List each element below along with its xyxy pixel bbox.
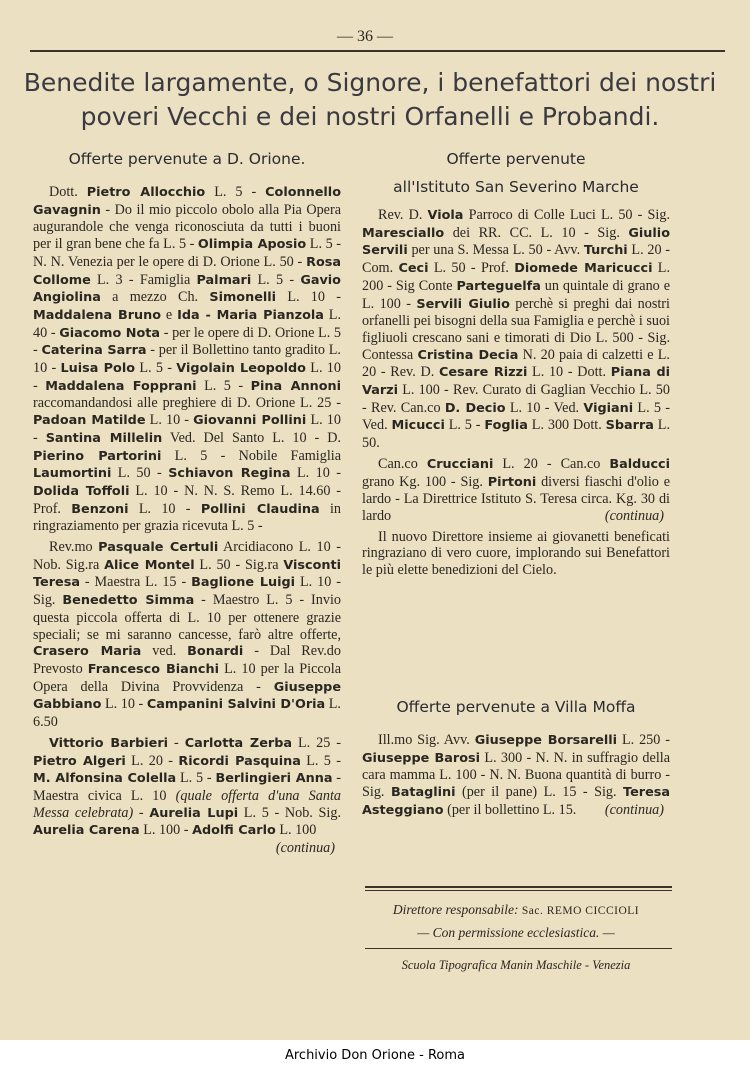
right-section-title-line1: Offerte pervenute (446, 150, 586, 168)
colophon-top-rule-thin (365, 890, 672, 891)
colophon-tipografia: Scuola Tipografica Manin Maschile - Venezia (401, 958, 631, 972)
villa-column-text: Ill.mo Sig. Avv. Giuseppe Borsarelli L. 250 - Giuseppe Barosi L. 300 - N. N. in suffragio della cara mamma L. 100 - N. N. Buona quantità di burro - Sig. Bataglini (per il pane) L. 15 - Sig. Teresa Asteggiano (per il bollettino L. 15. (continua) (362, 732, 670, 818)
direttore-label: Direttore responsabile: (392, 902, 519, 917)
archive-footer: Archivio Don Orione - Roma (0, 1040, 750, 1071)
direttore-name: Sac. REMO CICCIOLI (521, 905, 640, 917)
continua-note: (continua) (604, 801, 664, 818)
page-headline: Benedite largamente, o Signore, i benefattori dei nostri poveri Vecchi e dei nostri Orfanelli e Probandi. (23, 68, 717, 131)
left-section-title: Offerte pervenute a D. Orione. (68, 150, 306, 168)
continua-note: (continua) (275, 840, 335, 857)
right-column-text: Rev. D. Viola Parroco di Colle Luci L. 50 - Sig. Maresciallo dei RR. CC. L. 10 - Sig. Giulio Servili per una S. Messa L. 50 - Avv. Turchi L. 20 - Com. Ceci L. 50 - Prof. Diomede Maricucci L. 200 - Sig Conte Parteguelfa un quintale di grano e L. 100 - Servili Giulio perchè si preghi dai nostri orfanelli pei bisogni della sua Famiglia e perchè i suoi figliuoli crescano sani e timorati di Dio L. 500 - Sig. Contessa Cristina Decia N. 20 paia di calzetti e L. 20 - Rev. D. Cesare Rizzi L. 10 - Dott. Piana di Varzi L. 100 - Rev. Curato di Gaglian Vecchio L. 50 - Rev. Can.co D. Decio L. 10 - Ved. Vigiani L. 5 - Ved. Micucci L. 5 - Foglia L. 300 Dott. Sbarra L. 50. Can.co Crucciani L. 20 - Can.co Balducci grano Kg. 100 - Sig. Pirtoni diversi fiaschi d'olio e lardo - La Direttrice Istituto S. Teresa circa. Kg. 30 di lardo (continua) Il nuovo Direttore insieme ai giovanetti beneficati ringraziano di vero cuore, implorando sui Benefattori le più elette benedizioni del Cielo. (362, 207, 671, 579)
colophon-top-rule (365, 886, 672, 888)
villa-section-title: Offerte pervenute a Villa Moffa (396, 698, 636, 716)
continua-note: (continua) (604, 507, 664, 524)
page-number: — 36 — (337, 28, 393, 45)
colophon-permesso: — Con permissione ecclesiastica. — (417, 925, 615, 940)
colophon-direttore (362, 902, 670, 918)
colophon-middle-rule (365, 948, 672, 949)
right-section-title-line2: all'Istituto San Severino Marche (393, 178, 639, 196)
top-rule (30, 50, 725, 52)
left-column-text: Dott. Pietro Allocchio L. 5 - Colonnello Gavagnin - Do il mio piccolo obolo alla Pia Opera augurandole che venga riconosciuta da tutti i buoni per il gran bene che fa L. 5 - Olimpia Aposio L. 5 - N. N. Venezia per le opere di D. Orione L. 50 - Rosa Collome L. 3 - Famiglia Palmari L. 5 - Gavio Angiolina a mezzo Ch. Simonelli L. 10 - Maddalena Bruno e Ida - Maria Pianzola L. 40 - Giacomo Nota - per le opere di D. Orione L. 5 - Caterina Sarra - per il Bollettino tanto gradito L. 10 - Luisa Polo L. 5 - Vigolain Leopoldo L. 10 - Maddalena Fopprani L. 5 - Pina Annoni raccomandandosi alle preghiere di D. Orione L. 25 - Padoan Matilde L. 10 - Giovanni Pollini L. 10 - Santina Millelin Ved. Del Santo L. 10 - D. Pierino Partorini L. 5 - Nobile Famiglia Laumortini L. 50 - Schiavon Regina L. 10 - Dolida Toffoli L. 10 - N. N. S. Remo L. 14.60 - Prof. Benzoni L. 10 - Pollini Claudina in ringraziamento per grazia ricevuta L. 5 - Rev.mo Pasquale Certuli Arcidiacono L. 10 - Nob. Sig.ra Alice Montel L. 50 - Sig.ra Visconti Teresa - Maestra L. 15 - Baglione Luigi L. 10 - Sig. Benedetto Simma - Maestro L. 5 - Invio questa piccola offerta di L. 10 per ottenere grazie speciali; se mi saranno cancesse, farò altre offerte, Crasero Maria ved. Bonardi - Dal Rev.do Prevosto Francesco Bianchi L. 10 per la Piccola Opera della Divina Provvidenza - Giuseppe Gabbiano L. 10 - Campanini Salvini D'Oria L. 6.50 Vittorio Barbieri - Carlotta Zerba L. 25 - Pietro Algeri L. 20 - Ricordi Pasquina L. 5 - M. Alfonsina Colella L. 5 - Berlingieri Anna - Maestra civica L. 10 (quale offerta d'una Santa Messa celebrata) - Aurelia Lupi L. 5 - Nob. Sig. Aurelia Carena L. 100 - Adolfi Carlo L. 100 (continua) (33, 184, 342, 857)
